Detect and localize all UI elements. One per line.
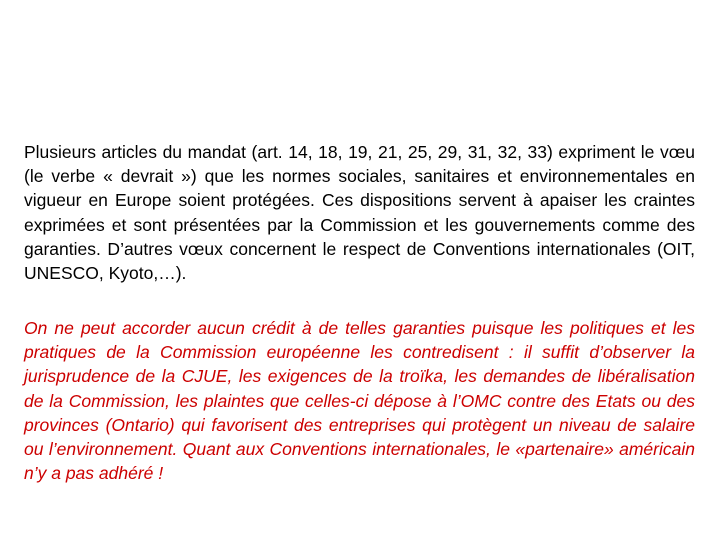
mandate-articles-paragraph: Plusieurs articles du mandat (art. 14, 18, 19, 21, 25, 29, 31, 32, 33) expriment le vœu (le verbe « devrait ») que les normes sociales, sanitaires et environnementales en vigueur en Europe soient protégées. Ces dispositions servent à apaiser les craintes exprimées et sont présentées par la Commission et les gouvernements comme des garanties. D’autres vœux concernent le respect de Conventions internationales (OIT, UNESCO, Kyoto,…).	[24, 142, 695, 284]
critique-paragraph: On ne peut accorder aucun crédit à de telles garanties puisque les politiques et les pratiques de la Commission européenne les contredisent : il suffit d’observer la jurisprudence de la CJUE, les exigences de la troïka, les demandes de libéralisation de la Commission, les plaintes que celles-ci dépose à l’OMC contre des Etats ou des provinces (Ontario) qui favorisent des entreprises qui protègent un niveau de salaire ou l’environnement. Quant aux Conventions internationales, le «partenaire» américain n’y a pas adhéré !	[24, 318, 695, 484]
